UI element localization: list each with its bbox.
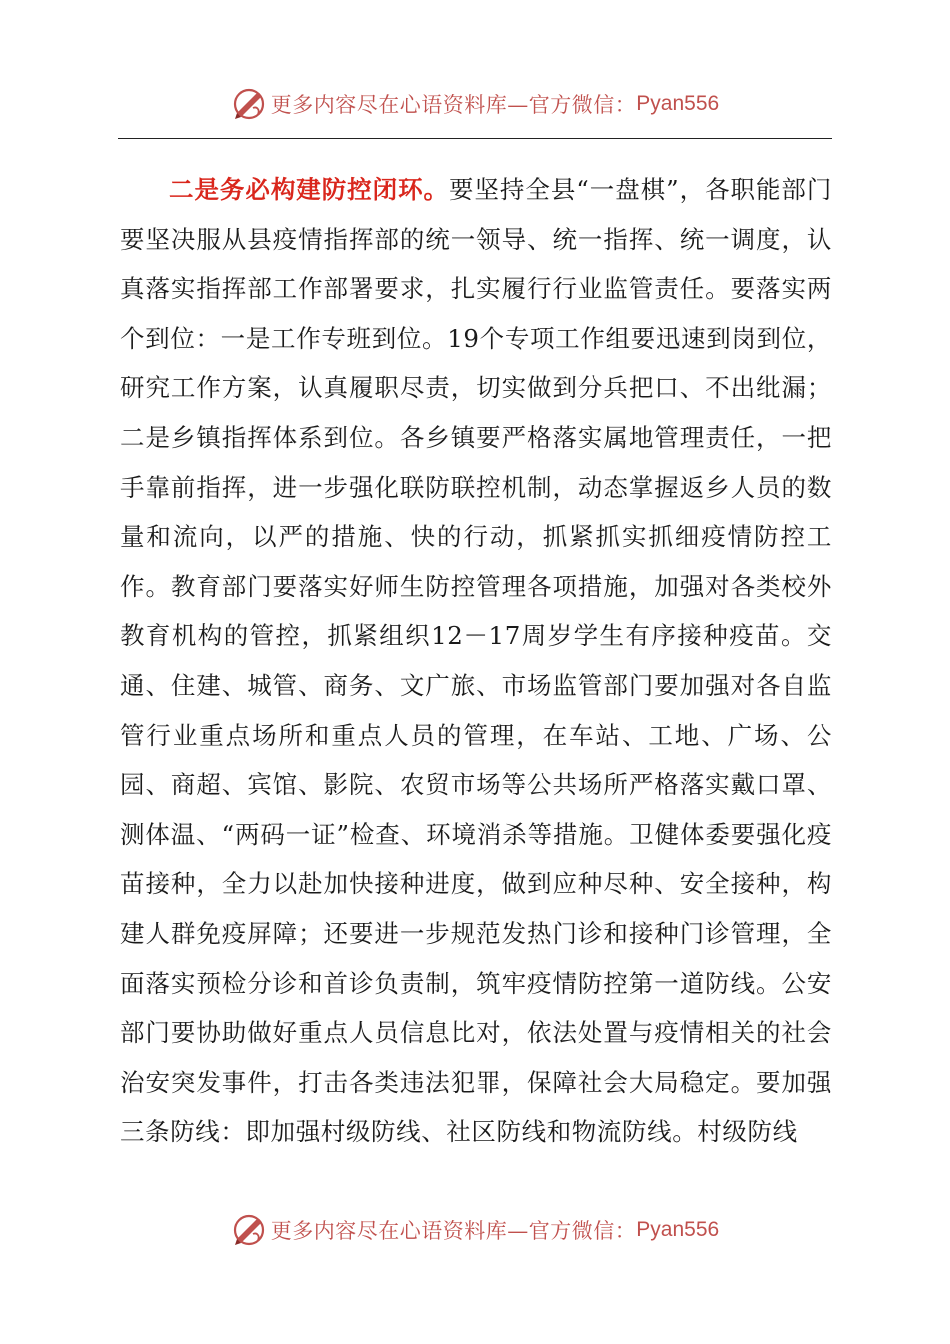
footer-slogan: 更多内容尽在心语资料库—官方微信： <box>270 1219 637 1243</box>
document-body <box>120 165 832 1157</box>
pen-logo-icon <box>231 86 267 122</box>
header-wechat-id: Pyan556 <box>636 92 720 115</box>
section-heading: 二是务必构建防控闭环。 <box>169 175 450 204</box>
pen-logo-icon <box>231 1212 267 1248</box>
header-divider <box>118 138 832 139</box>
body-paragraph <box>120 165 832 1157</box>
header-banner <box>0 84 950 124</box>
footer-wechat-id: Pyan556 <box>636 1218 720 1241</box>
header-slogan: 更多内容尽在心语资料库—官方微信： <box>270 93 637 117</box>
paragraph-text: 要坚持全县“一盘棋”，各职能部门要坚决服从县疫情指挥部的统一领导、统一指挥、统一调度，认真落实指挥部工作部署要求，扎实履行行业监管责任。要落实两个到位：一是工作专班到位。19个专项工作组要迅速到岗到位，研究工作方案，认真履职尽责，切实做到分兵把口、不出纰漏；二是乡镇指挥体系到位。各乡镇要严格落实属地管理责任，一把手靠前指挥，进一步强化联防联控机制，动态掌握返乡人员的数量和流向，以严的措施、快的行动，抓紧抓实抓细疫情防控工作。教育部门要落实好师生防控管理各项措施，加强对各类校外教育机构的管控，抓紧组织12－17周岁学生有序接种疫苗。交通、住建、城管、商务、文广旅、市场监管部门要加强对各自监管行业重点场所和重点人员的管理，在车站、工地、广场、公园、商超、宾馆、影院、农贸市场等公共场所严格落实戴口罩、测体温、“两码一证”检查、环境消杀等措施。卫健体委要强化疫苗接种，全力以赴加快接种进度，做到应种尽种、安全接种，构建人群免疫屏障；还要进一步规范发热门诊和接种门诊管理，全面落实预检分诊和首诊负责制，筑牢疫情防控第一道防线。公安部门要协助做好重点人员信息比对，依法处置与疫情相关的社会治安突发事件，打击各类违法犯罪，保障社会大局稳定。要加强三条防线：即加强村级防线、社区防线和物流防线。村级防线 <box>120 175 832 1147</box>
footer-banner <box>0 1210 950 1250</box>
